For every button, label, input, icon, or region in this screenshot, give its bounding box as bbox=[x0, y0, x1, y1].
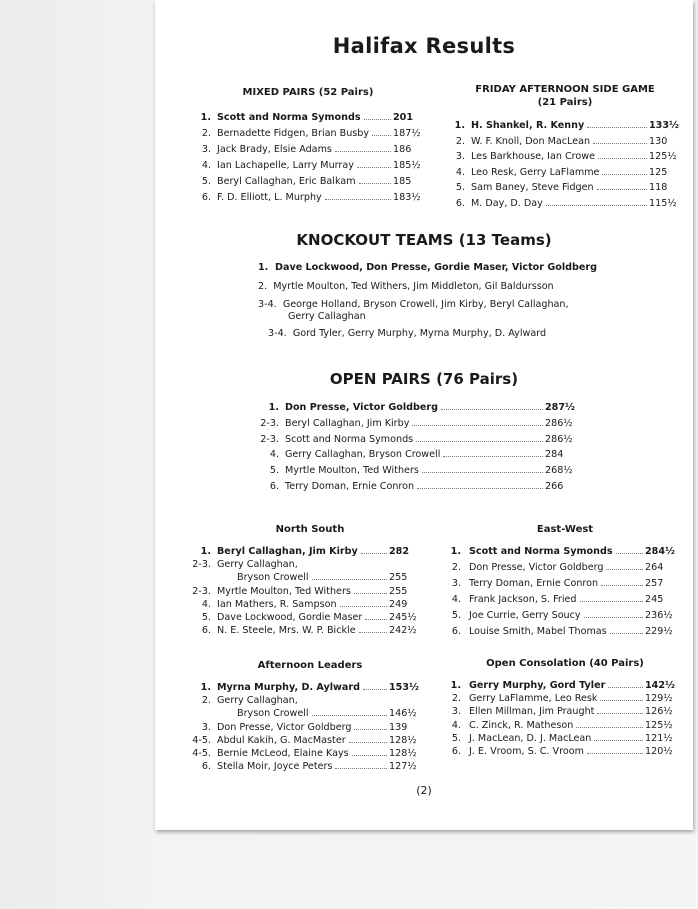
leader-dots bbox=[601, 585, 643, 586]
result-names: Les Barkhouse, Ian Crowe bbox=[471, 151, 596, 162]
result-names: Gerry Murphy, Gord Tyler bbox=[469, 680, 606, 691]
knockout-rank: 1. bbox=[258, 262, 269, 273]
result-names: Frank Jackson, S. Fried bbox=[469, 594, 577, 605]
result-score: 245 bbox=[645, 594, 664, 605]
result-rank: 2. bbox=[451, 693, 461, 705]
result-row bbox=[443, 745, 683, 758]
result-row bbox=[447, 119, 682, 135]
result-row bbox=[187, 585, 427, 598]
result-names: F. D. Elliott, L. Murphy bbox=[217, 192, 322, 203]
result-score: 146½ bbox=[389, 708, 417, 720]
result-row bbox=[251, 464, 621, 480]
result-rank: 2-3. bbox=[260, 417, 279, 429]
result-row bbox=[443, 625, 683, 641]
result-rank: 4. bbox=[201, 160, 211, 171]
result-score: 236½ bbox=[645, 610, 673, 621]
result-rank: 6. bbox=[201, 761, 211, 773]
result-score: 185 bbox=[393, 176, 412, 187]
result-row bbox=[193, 143, 433, 159]
knockout-team: Dave Lockwood, Don Presse, Gordie Maser, Victor Goldberg bbox=[275, 262, 597, 273]
result-row bbox=[193, 111, 433, 127]
result-rank: 1. bbox=[200, 682, 211, 693]
result-score: 255 bbox=[389, 572, 408, 584]
result-names: M. Day, D. Day bbox=[471, 197, 543, 209]
result-row bbox=[443, 679, 683, 692]
result-names: Beryl Callaghan, Jim Kirby bbox=[217, 546, 358, 557]
result-score: 128½ bbox=[389, 747, 417, 759]
leader-dots bbox=[354, 729, 387, 730]
result-rank: 4. bbox=[451, 594, 461, 605]
result-names: Beryl Callaghan, Eric Balkam bbox=[217, 176, 356, 187]
result-rank: 5. bbox=[451, 610, 461, 621]
result-score: 115½ bbox=[649, 197, 677, 209]
result-rank: 1. bbox=[454, 120, 465, 131]
result-row bbox=[443, 719, 683, 732]
knockout-team: Gord Tyler, Gerry Murphy, Myrna Murphy, D. Aylward bbox=[292, 328, 547, 339]
leader-dots bbox=[352, 755, 387, 756]
leader-dots bbox=[412, 425, 543, 426]
result-names: Gerry LaFlamme, Leo Resk bbox=[469, 693, 598, 705]
result-row bbox=[187, 598, 427, 611]
result-row bbox=[187, 545, 427, 558]
afternoon-leaders-table bbox=[187, 681, 427, 773]
result-row bbox=[443, 705, 683, 718]
result-row bbox=[251, 448, 621, 464]
result-names: Bernie McLeod, Elaine Kays bbox=[217, 747, 349, 759]
result-rank: 3. bbox=[455, 151, 465, 162]
knockout-team: George Holland, Bryson Crowell, Jim Kirby, Beryl Callaghan, bbox=[282, 299, 569, 310]
result-names: Myrna Murphy, D. Aylward bbox=[217, 682, 360, 693]
result-rank: 2-3. bbox=[192, 585, 211, 597]
result-names: N. E. Steele, Mrs. W. P. Bickle bbox=[217, 625, 356, 637]
result-names: Abdul Kakih, G. MacMaster bbox=[217, 734, 346, 746]
result-score: 264 bbox=[645, 562, 664, 573]
result-rank: 4-5. bbox=[192, 747, 211, 759]
result-names: Sam Baney, Steve Fidgen bbox=[471, 182, 594, 193]
result-row bbox=[187, 734, 427, 747]
result-rank: 4. bbox=[201, 598, 211, 610]
knockout-row-2 bbox=[258, 280, 554, 293]
result-row bbox=[187, 681, 427, 694]
result-rank: 4-5. bbox=[192, 734, 211, 746]
result-row bbox=[187, 721, 427, 734]
knockout-row-1 bbox=[258, 261, 597, 274]
result-rank: 1. bbox=[200, 546, 211, 557]
leader-dots bbox=[610, 633, 643, 634]
result-score: 284 bbox=[545, 449, 564, 461]
leader-dots bbox=[357, 167, 391, 168]
result-rank: 1. bbox=[450, 546, 461, 557]
result-rank: 2-3. bbox=[192, 559, 211, 571]
result-rank: 5. bbox=[201, 611, 211, 623]
open-pairs-heading: OPEN PAIRS (76 Pairs) bbox=[329, 370, 519, 388]
result-score: 255 bbox=[389, 585, 408, 597]
result-rank: 5. bbox=[451, 732, 461, 744]
result-score: 129½ bbox=[645, 693, 673, 705]
leader-dots bbox=[441, 409, 543, 410]
knockout-team-continued: Gerry Callaghan bbox=[288, 311, 366, 322]
knockout-row-4 bbox=[268, 327, 546, 340]
result-score: 287½ bbox=[545, 402, 575, 413]
result-names: Myrtle Moulton, Ted Withers bbox=[285, 465, 419, 477]
afternoon-leaders-heading: Afternoon Leaders bbox=[257, 660, 363, 671]
leader-dots bbox=[580, 601, 643, 602]
result-rank: 6. bbox=[451, 745, 461, 757]
result-rank: 2. bbox=[201, 128, 211, 139]
leader-dots bbox=[417, 488, 543, 489]
result-score: 128½ bbox=[389, 734, 417, 746]
north-south-heading: North South bbox=[275, 524, 345, 535]
leader-dots bbox=[584, 617, 643, 618]
knockout-rank: 2. bbox=[258, 281, 268, 292]
leader-dots bbox=[312, 579, 387, 580]
north-south-table bbox=[187, 545, 427, 637]
result-row bbox=[443, 692, 683, 705]
result-names: Joe Currie, Gerry Soucy bbox=[469, 610, 581, 621]
result-names: Leo Resk, Gerry LaFlamme bbox=[471, 166, 600, 178]
result-score: 133½ bbox=[649, 120, 679, 131]
result-score: 268½ bbox=[545, 465, 573, 477]
leader-dots bbox=[597, 713, 643, 714]
result-names: Ian Mathers, R. Sampson bbox=[217, 598, 337, 610]
knockout-heading: KNOCKOUT TEAMS (13 Teams) bbox=[296, 231, 552, 249]
result-score: 153½ bbox=[389, 682, 419, 693]
result-row-continued bbox=[187, 707, 427, 720]
result-row bbox=[447, 197, 682, 213]
leader-dots bbox=[340, 606, 387, 607]
leader-dots bbox=[364, 119, 391, 120]
result-rank: 1. bbox=[200, 112, 211, 123]
result-names-continued: Bryson Crowell bbox=[237, 708, 309, 720]
result-score: 257 bbox=[645, 578, 664, 589]
result-rank: 2. bbox=[201, 695, 211, 707]
result-names: Gerry Callaghan, Bryson Crowell bbox=[285, 449, 441, 461]
result-score: 120½ bbox=[645, 745, 673, 757]
leader-dots bbox=[597, 189, 647, 190]
leader-dots bbox=[354, 593, 387, 594]
result-names: Ellen Millman, Jim Praught bbox=[469, 706, 595, 718]
leader-dots bbox=[335, 768, 387, 769]
result-score: 183½ bbox=[393, 192, 421, 203]
result-row bbox=[187, 747, 427, 760]
leader-dots bbox=[606, 569, 643, 570]
result-names: C. Zinck, R. Matheson bbox=[469, 719, 574, 731]
result-names: Terry Doman, Ernie Conron bbox=[285, 480, 415, 492]
leader-dots bbox=[359, 632, 387, 633]
result-score: 121½ bbox=[645, 732, 673, 744]
result-rank: 5. bbox=[455, 182, 465, 193]
result-row bbox=[443, 609, 683, 625]
leader-dots bbox=[349, 742, 387, 743]
result-row bbox=[443, 577, 683, 593]
knockout-rank: 3-4. bbox=[258, 299, 277, 310]
result-rank: 3. bbox=[201, 144, 211, 155]
result-names: Myrtle Moulton, Ted Withers bbox=[217, 585, 351, 597]
result-row bbox=[251, 480, 621, 496]
friday-side-game-table bbox=[447, 119, 682, 212]
result-names: Jack Brady, Elsie Adams bbox=[217, 144, 332, 155]
leader-dots bbox=[422, 472, 543, 473]
leader-dots bbox=[587, 127, 647, 128]
result-names: J. MacLean, D. J. MacLean bbox=[469, 732, 592, 744]
result-rank: 1. bbox=[450, 680, 461, 691]
leader-dots bbox=[608, 687, 643, 688]
result-rank: 6. bbox=[269, 480, 279, 492]
result-row bbox=[187, 694, 427, 707]
result-score: 229½ bbox=[645, 626, 673, 637]
leader-dots bbox=[325, 199, 391, 200]
result-names: H. Shankel, R. Kenny bbox=[471, 120, 585, 131]
result-rank: 2. bbox=[455, 135, 465, 147]
leader-dots bbox=[593, 143, 647, 144]
result-row bbox=[193, 127, 433, 143]
result-rank: 6. bbox=[201, 192, 211, 203]
leader-dots bbox=[363, 689, 387, 690]
result-row bbox=[251, 401, 621, 417]
result-rank: 4. bbox=[455, 166, 465, 178]
result-score: 245½ bbox=[389, 611, 417, 623]
leader-dots bbox=[602, 174, 647, 175]
result-names: Don Presse, Victor Goldberg bbox=[285, 402, 438, 413]
result-rank: 2-3. bbox=[260, 433, 279, 445]
east-west-heading: East-West bbox=[536, 524, 594, 535]
leader-dots bbox=[312, 715, 387, 716]
result-score: 187½ bbox=[393, 128, 421, 139]
result-score: 286½ bbox=[545, 417, 573, 429]
leader-dots bbox=[372, 135, 391, 136]
result-names: Beryl Callaghan, Jim Kirby bbox=[285, 417, 410, 429]
result-row bbox=[443, 732, 683, 745]
east-west-table bbox=[443, 545, 683, 641]
result-rank: 5. bbox=[269, 465, 279, 477]
knockout-rank: 3-4. bbox=[268, 328, 287, 339]
result-row-continued bbox=[187, 571, 427, 584]
result-score: 118 bbox=[649, 182, 668, 193]
result-rank: 3. bbox=[451, 578, 461, 589]
result-rank: 1. bbox=[268, 402, 279, 413]
leader-dots bbox=[616, 553, 643, 554]
leader-dots bbox=[365, 619, 387, 620]
result-rank: 6. bbox=[455, 197, 465, 209]
knockout-team: Myrtle Moulton, Ted Withers, Jim Middleton, Gil Baldursson bbox=[273, 281, 554, 292]
result-score: 139 bbox=[389, 721, 408, 733]
result-names: Louise Smith, Mabel Thomas bbox=[469, 626, 607, 637]
result-names: Gerry Callaghan, bbox=[217, 559, 298, 571]
result-names: W. F. Knoll, Don MacLean bbox=[471, 135, 591, 147]
result-rank: 2. bbox=[451, 562, 461, 573]
leader-dots bbox=[598, 158, 647, 159]
result-names: Gerry Callaghan, bbox=[217, 695, 298, 707]
result-row bbox=[447, 181, 682, 197]
leader-dots bbox=[587, 753, 643, 754]
result-score: 130 bbox=[649, 135, 668, 147]
page-number: (2) bbox=[416, 784, 432, 797]
result-names: Don Presse, Victor Goldberg bbox=[217, 721, 352, 733]
result-row bbox=[443, 593, 683, 609]
page-title: Halifax Results bbox=[332, 34, 516, 58]
result-row bbox=[187, 558, 427, 571]
result-row bbox=[443, 545, 683, 561]
result-score: 142½ bbox=[645, 680, 675, 691]
result-names: Terry Doman, Ernie Conron bbox=[469, 578, 599, 589]
result-names: Scott and Norma Symonds bbox=[217, 112, 361, 123]
result-score: 286½ bbox=[545, 433, 573, 445]
friday-side-game-heading: FRIDAY AFTERNOON SIDE GAME bbox=[475, 84, 655, 95]
result-row bbox=[193, 159, 433, 175]
result-score: 284½ bbox=[645, 546, 675, 557]
result-names: Bernadette Fidgen, Brian Busby bbox=[217, 128, 370, 139]
result-names: J. E. Vroom, S. C. Vroom bbox=[469, 745, 584, 757]
result-score: 185½ bbox=[393, 160, 421, 171]
friday-side-game-subheading: (21 Pairs) bbox=[537, 97, 593, 108]
result-row bbox=[447, 166, 682, 182]
leader-dots bbox=[335, 151, 391, 152]
result-names: Don Presse, Victor Goldberg bbox=[469, 562, 604, 573]
result-score: 186 bbox=[393, 144, 412, 155]
result-score: 125½ bbox=[649, 151, 677, 162]
leader-dots bbox=[416, 441, 543, 442]
result-rank: 3. bbox=[201, 721, 211, 733]
result-score: 125 bbox=[649, 166, 668, 178]
result-score: 201 bbox=[393, 112, 414, 123]
result-row bbox=[187, 760, 427, 773]
result-score: 282 bbox=[389, 546, 410, 557]
result-rank: 6. bbox=[451, 626, 461, 637]
result-names: Scott and Norma Symonds bbox=[285, 433, 414, 445]
result-score: 266 bbox=[545, 480, 564, 492]
leader-dots bbox=[359, 183, 391, 184]
leader-dots bbox=[443, 456, 543, 457]
result-score: 249 bbox=[389, 598, 408, 610]
result-score: 127½ bbox=[389, 761, 417, 773]
result-row bbox=[251, 433, 621, 449]
knockout-row-3-continued bbox=[288, 310, 366, 323]
result-names: Ian Lachapelle, Larry Murray bbox=[217, 160, 354, 171]
result-names: Scott and Norma Symonds bbox=[469, 546, 613, 557]
result-row bbox=[447, 135, 682, 151]
leader-dots bbox=[576, 727, 643, 728]
result-score: 125½ bbox=[645, 719, 673, 731]
open-consolation-table bbox=[443, 679, 683, 758]
mixed-pairs-heading: MIXED PAIRS (52 Pairs) bbox=[242, 87, 374, 98]
result-score: 242½ bbox=[389, 625, 417, 637]
leader-dots bbox=[361, 553, 387, 554]
open-consolation-heading: Open Consolation (40 Pairs) bbox=[486, 658, 644, 669]
result-names: Dave Lockwood, Gordie Maser bbox=[217, 611, 363, 623]
result-names: Stella Moir, Joyce Peters bbox=[217, 761, 333, 773]
result-row bbox=[193, 175, 433, 191]
result-rank: 4. bbox=[451, 719, 461, 731]
result-row bbox=[251, 417, 621, 433]
leader-dots bbox=[546, 205, 647, 206]
result-row bbox=[187, 611, 427, 624]
result-row bbox=[193, 191, 433, 207]
result-row bbox=[187, 624, 427, 637]
mixed-pairs-table bbox=[193, 111, 433, 207]
result-rank: 5. bbox=[201, 176, 211, 187]
result-rank: 3. bbox=[451, 706, 461, 718]
leader-dots bbox=[594, 740, 643, 741]
open-pairs-table bbox=[251, 401, 621, 496]
leader-dots bbox=[600, 700, 643, 701]
result-row bbox=[447, 150, 682, 166]
result-rank: 6. bbox=[201, 625, 211, 637]
result-names-continued: Bryson Crowell bbox=[237, 572, 309, 584]
result-score: 126½ bbox=[645, 706, 673, 718]
result-rank: 4. bbox=[269, 449, 279, 461]
results-page bbox=[155, 0, 693, 830]
result-row bbox=[443, 561, 683, 577]
